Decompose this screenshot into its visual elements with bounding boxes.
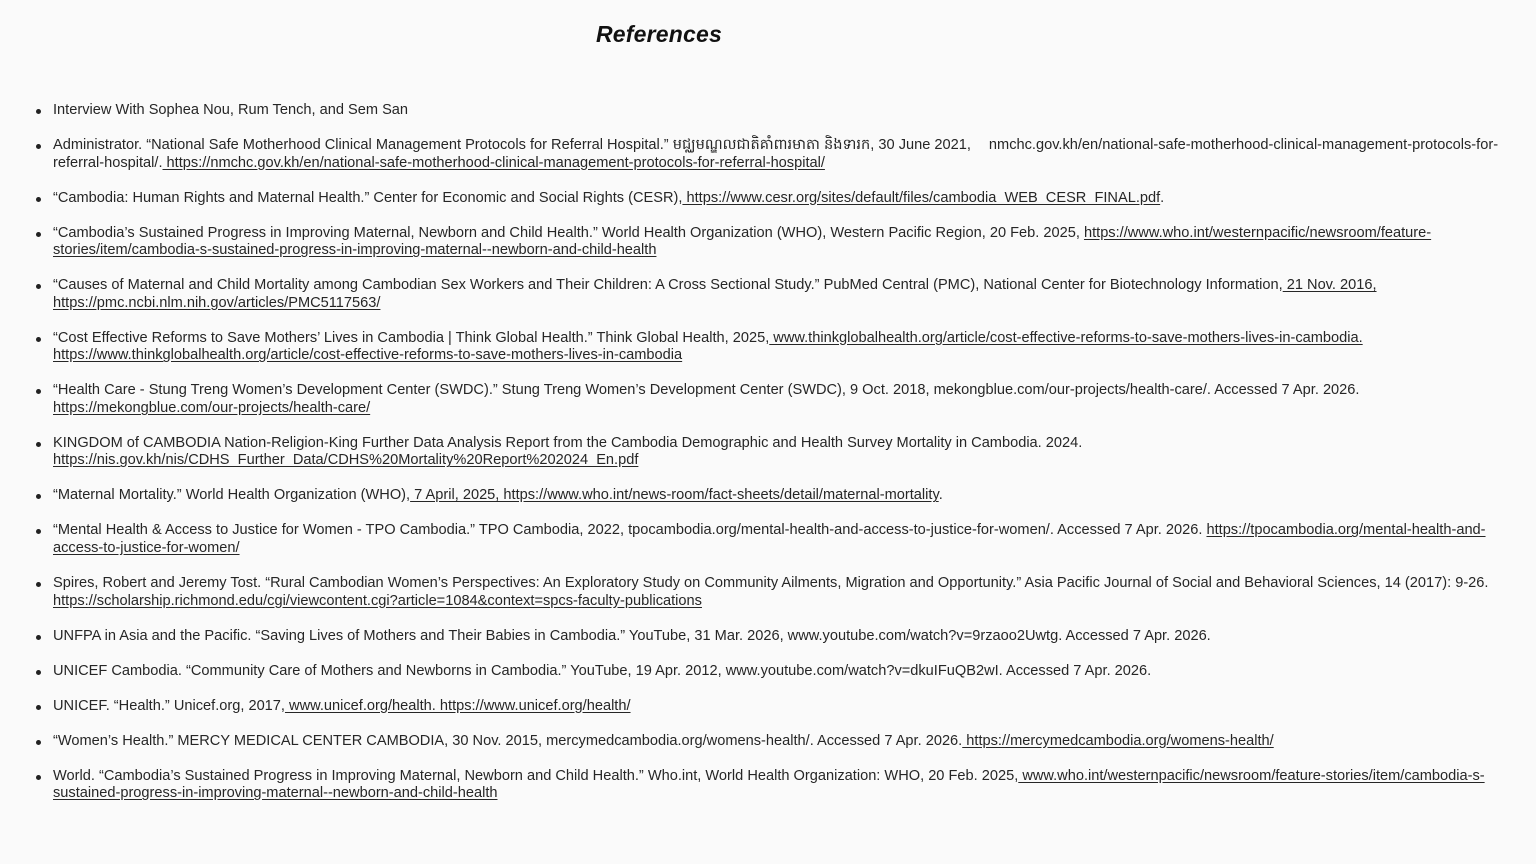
reference-link[interactable]: https://www.who.int/westernpacific/newsroom/feature-stories/item/cambodia-s-sustained-progress-in-improving-maternal--newborn-and-child-health	[53, 224, 1432, 259]
reference-text: “Cambodia: Human Rights and Maternal Health.” Center for Economic and Social Rights (CESR),	[53, 189, 683, 206]
reference-item	[53, 575, 1533, 610]
reference-text: Interview With Sophea Nou, Rum Tench, and Sem San	[53, 102, 409, 118]
reference-text: “Women’s Health.” MERCY MEDICAL CENTER CAMBODIA, 30 Nov. 2015, mercymedcambodia.org/womens-health/. Accessed 7 Apr. 2026.	[53, 732, 963, 749]
reference-item	[53, 190, 1533, 208]
reference-link[interactable]: https://mercymedcambodia.org/womens-health/	[962, 732, 1274, 749]
reference-link[interactable]: https://tpocambodia.org/mental-health-and-access-to-justice-for-women/	[53, 522, 1486, 557]
reference-punctuation: .	[938, 487, 943, 504]
reference-text: Spires, Robert and Jeremy Tost. “Rural Cambodian Women’s Perspectives: An Exploratory Study on Community Ailments, Migration and Opportunity.” Asia Pacific Journal of Social and Behavioral Sciences, 14 (2017): 9-26.	[53, 575, 1489, 591]
reference-text: nmchc.gov.kh/en/national-safe-motherhood-clinical-management-protocols-for-referral-hospital/.	[53, 136, 1499, 171]
reference-item	[53, 628, 1533, 646]
reference-item	[53, 768, 1533, 803]
reference-text: UNFPA in Asia and the Pacific. “Saving Lives of Mothers and Their Babies in Cambodia.” YouTube, 31 Mar. 2026, www.youtube.com/watch?v=9rzaoo2Uwtg. Accessed 7 Apr. 2026.	[53, 627, 1211, 644]
reference-text: “Maternal Mortality.” World Health Organization (WHO),	[53, 487, 411, 504]
reference-link[interactable]: www.who.int/westernpacific/newsroom/feature-stories/item/cambodia-s-sustained-progress-in-improving-maternal--newborn-and-child-health	[53, 767, 1485, 802]
reference-item	[53, 663, 1533, 681]
reference-link[interactable]: https://scholarship.richmond.edu/cgi/viewcontent.cgi?article=1084&context=spcs-faculty-publications	[53, 592, 702, 609]
reference-link[interactable]: https://nmchc.gov.kh/en/national-safe-motherhood-clinical-management-protocols-for-referral-hospital/	[162, 154, 825, 171]
reference-link[interactable]: https://www.cesr.org/sites/default/files/cambodia_WEB_CESR_FINAL.pdf	[682, 189, 1161, 206]
reference-text: Administrator. “National Safe Motherhood Clinical Management Protocols for Referral Hospital.” មជ្ឈមណ្ឌលជាតិគាំពារមាតា និងទារក, 30 June 2021,	[53, 136, 971, 153]
reference-item	[53, 102, 1533, 120]
reference-item	[53, 277, 1533, 312]
reference-text: UNICEF. “Health.” Unicef.org, 2017,	[53, 697, 285, 714]
reference-link[interactable]: www.thinkglobalhealth.org/article/cost-effective-reforms-to-save-mothers-lives-in-cambodia. https://www.thinkglobalhealth.org/article/cost-effective-reforms-to-save-mothers-lives-in-cambodia	[53, 329, 1363, 364]
reference-item	[53, 382, 1533, 417]
reference-item	[53, 487, 1533, 505]
reference-text: “Health Care - Stung Treng Women’s Development Center (SWDC).” Stung Treng Women’s Development Center (SWDC), 9 Oct. 2018, mekongblue.com/our-projects/health-care/. Accessed 7 Apr. 2026.	[53, 382, 1360, 399]
references-list	[53, 102, 1533, 820]
reference-item	[53, 733, 1533, 751]
reference-link[interactable]: https://mekongblue.com/our-projects/health-care/	[53, 399, 371, 416]
reference-text: “Cambodia’s Sustained Progress in Improving Maternal, Newborn and Child Health.” World Health Organization (WHO), Western Pacific Region, 20 Feb. 2025,	[53, 224, 1080, 241]
reference-text: “Cost Effective Reforms to Save Mothers’ Lives in Cambodia | Think Global Health.” Think Global Health, 2025,	[53, 329, 770, 346]
reference-link[interactable]: 7 April, 2025, https://www.who.int/news-room/fact-sheets/detail/maternal-mortality	[410, 487, 939, 504]
reference-item	[53, 522, 1533, 557]
reference-item	[53, 330, 1533, 365]
page-title: References	[595, 21, 723, 47]
reference-item	[53, 137, 1533, 172]
reference-link[interactable]: 21 Nov. 2016, https://pmc.ncbi.nlm.nih.gov/articles/PMC5117563/	[53, 277, 1377, 311]
reference-text: KINGDOM of CAMBODIA Nation-Religion-King Further Data Analysis Report from the Cambodia Demographic and Health Survey Mortality in Cambodia. 2024.	[53, 434, 1083, 451]
reference-item	[53, 698, 1533, 716]
reference-link[interactable]: https://nis.gov.kh/nis/CDHS_Further_Data/CDHS%20Mortality%20Report%202024_En.pdf	[53, 452, 639, 469]
reference-punctuation: .	[1160, 189, 1165, 206]
reference-item	[53, 225, 1533, 260]
reference-link[interactable]: www.unicef.org/health. https://www.unicef.org/health/	[284, 697, 631, 714]
reference-text: “Mental Health & Access to Justice for Women - TPO Cambodia.” TPO Cambodia, 2022, tpocambodia.org/mental-health-and-access-to-justice-for-women/. Accessed 7 Apr. 2026.	[53, 522, 1203, 539]
reference-item	[53, 435, 1533, 470]
reference-text: “Causes of Maternal and Child Mortality among Cambodian Sex Workers and Their Children: A Cross Sectional Study.” PubMed Central (PMC), National Center for Biotechnology Information,	[53, 277, 1283, 294]
reference-text: World. “Cambodia’s Sustained Progress in Improving Maternal, Newborn and Child Health.” Who.int, World Health Organization: WHO, 20 Feb. 2025,	[53, 767, 1019, 784]
reference-text: UNICEF Cambodia. “Community Care of Mothers and Newborns in Cambodia.” YouTube, 19 Apr. 2012, www.youtube.com/watch?v=dkuIFuQB2wI. Accessed 7 Apr. 2026.	[53, 662, 1152, 679]
